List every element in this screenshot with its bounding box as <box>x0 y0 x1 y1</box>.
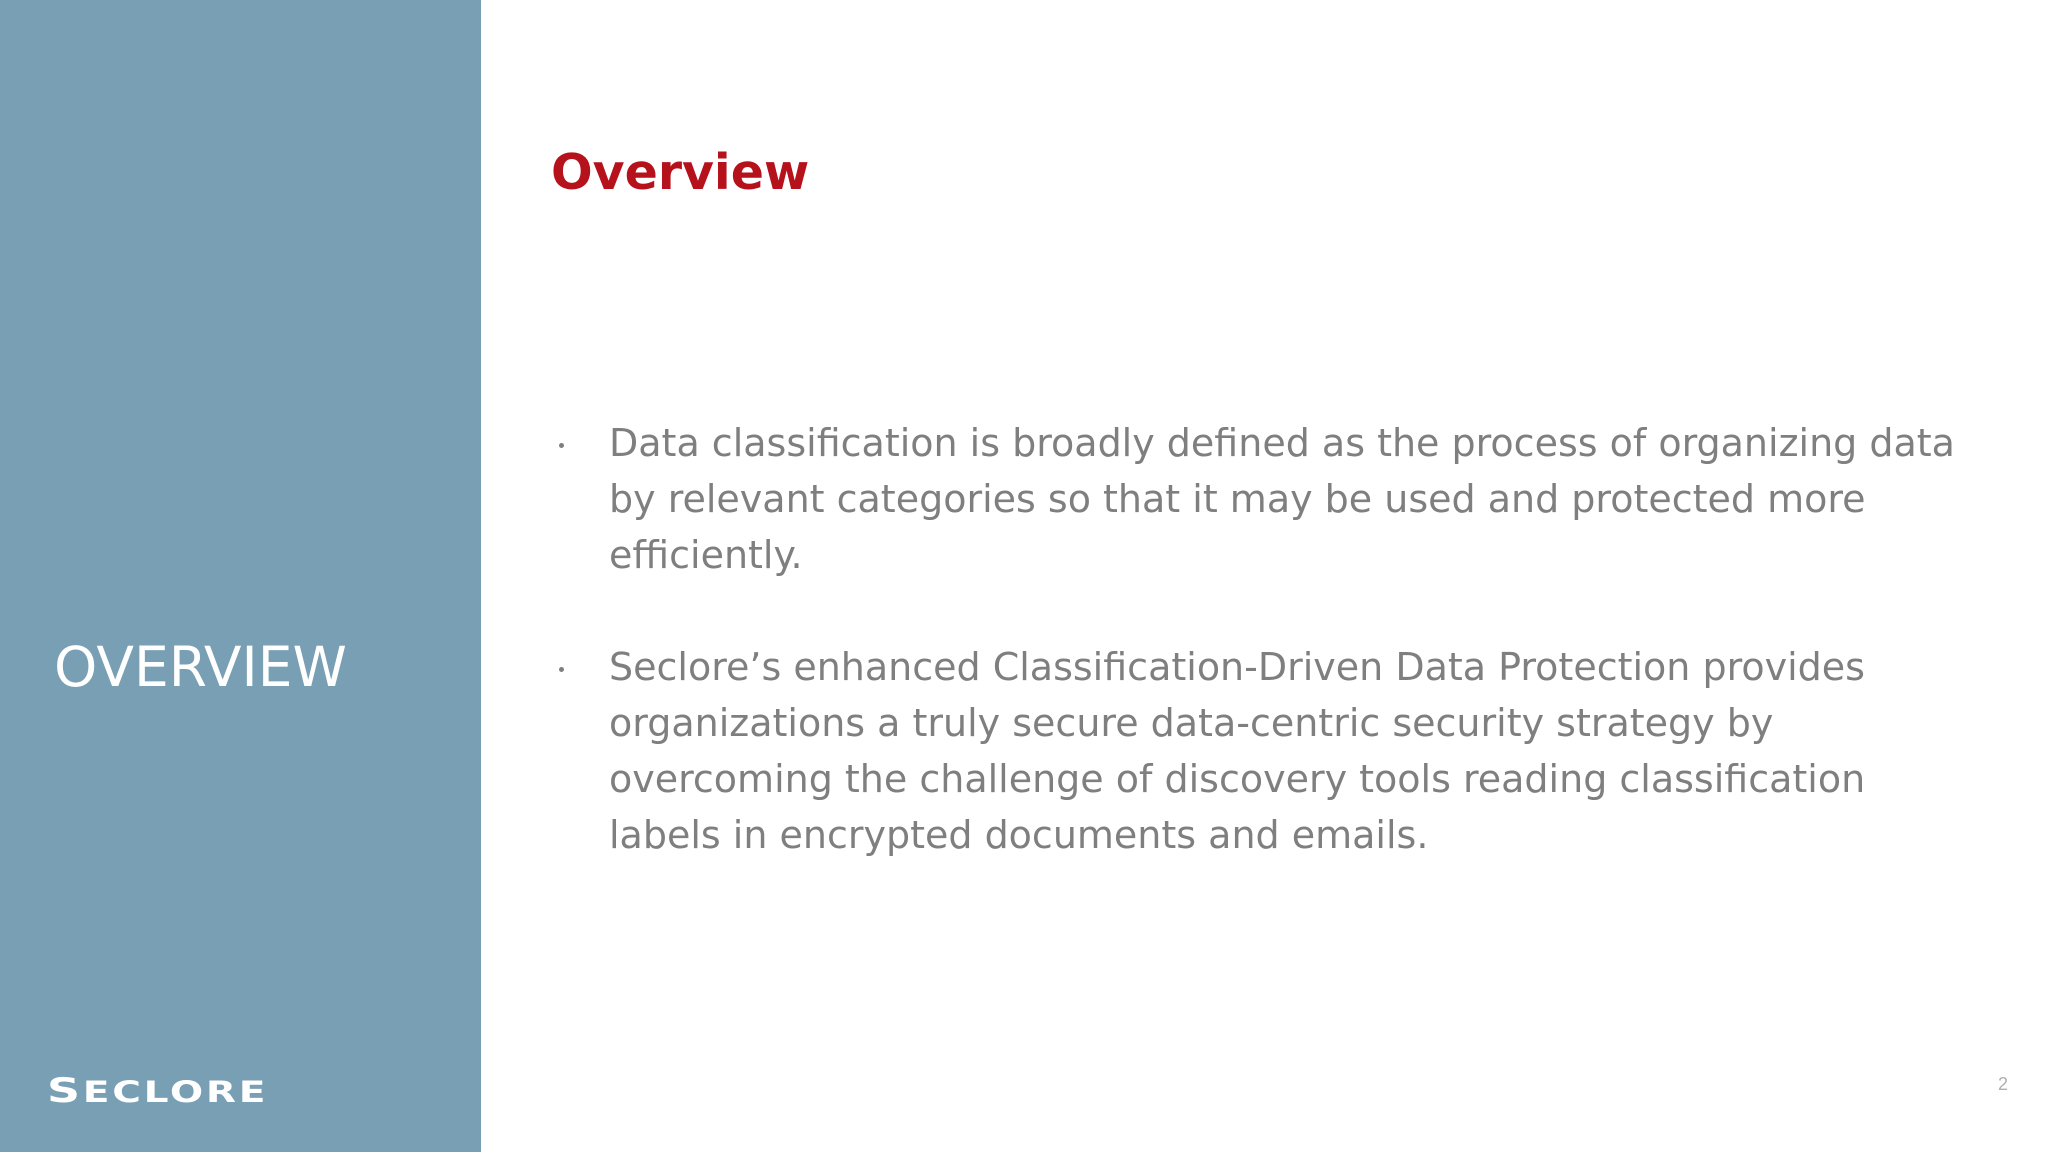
seclore-logo <box>47 1071 269 1111</box>
bullet-list <box>551 415 1971 919</box>
bullet-dot-icon <box>559 443 564 448</box>
section-label: OVERVIEW <box>54 635 347 699</box>
page-number: 2 <box>1997 1074 2008 1094</box>
bullet-text: Seclore’s enhanced Classification-Driven Data Protection provides organizations a truly secure data-centric security strategy by overcoming the challenge of discovery tools reading classification labels in encrypted documents and emails. <box>609 645 1866 857</box>
logo-initial: S <box>47 1071 83 1111</box>
sidebar-panel <box>0 0 481 1152</box>
bullet-text: Data classification is broadly defined as the process of organizing data by relevant categories so that it may be used and protected more efficiently. <box>609 421 1955 577</box>
slide-title: Overview <box>551 144 810 201</box>
logo-rest: ECLORE <box>82 1075 269 1109</box>
bullet-item <box>551 639 1971 863</box>
bullet-item <box>551 415 1971 583</box>
bullet-dot-icon <box>559 667 564 672</box>
